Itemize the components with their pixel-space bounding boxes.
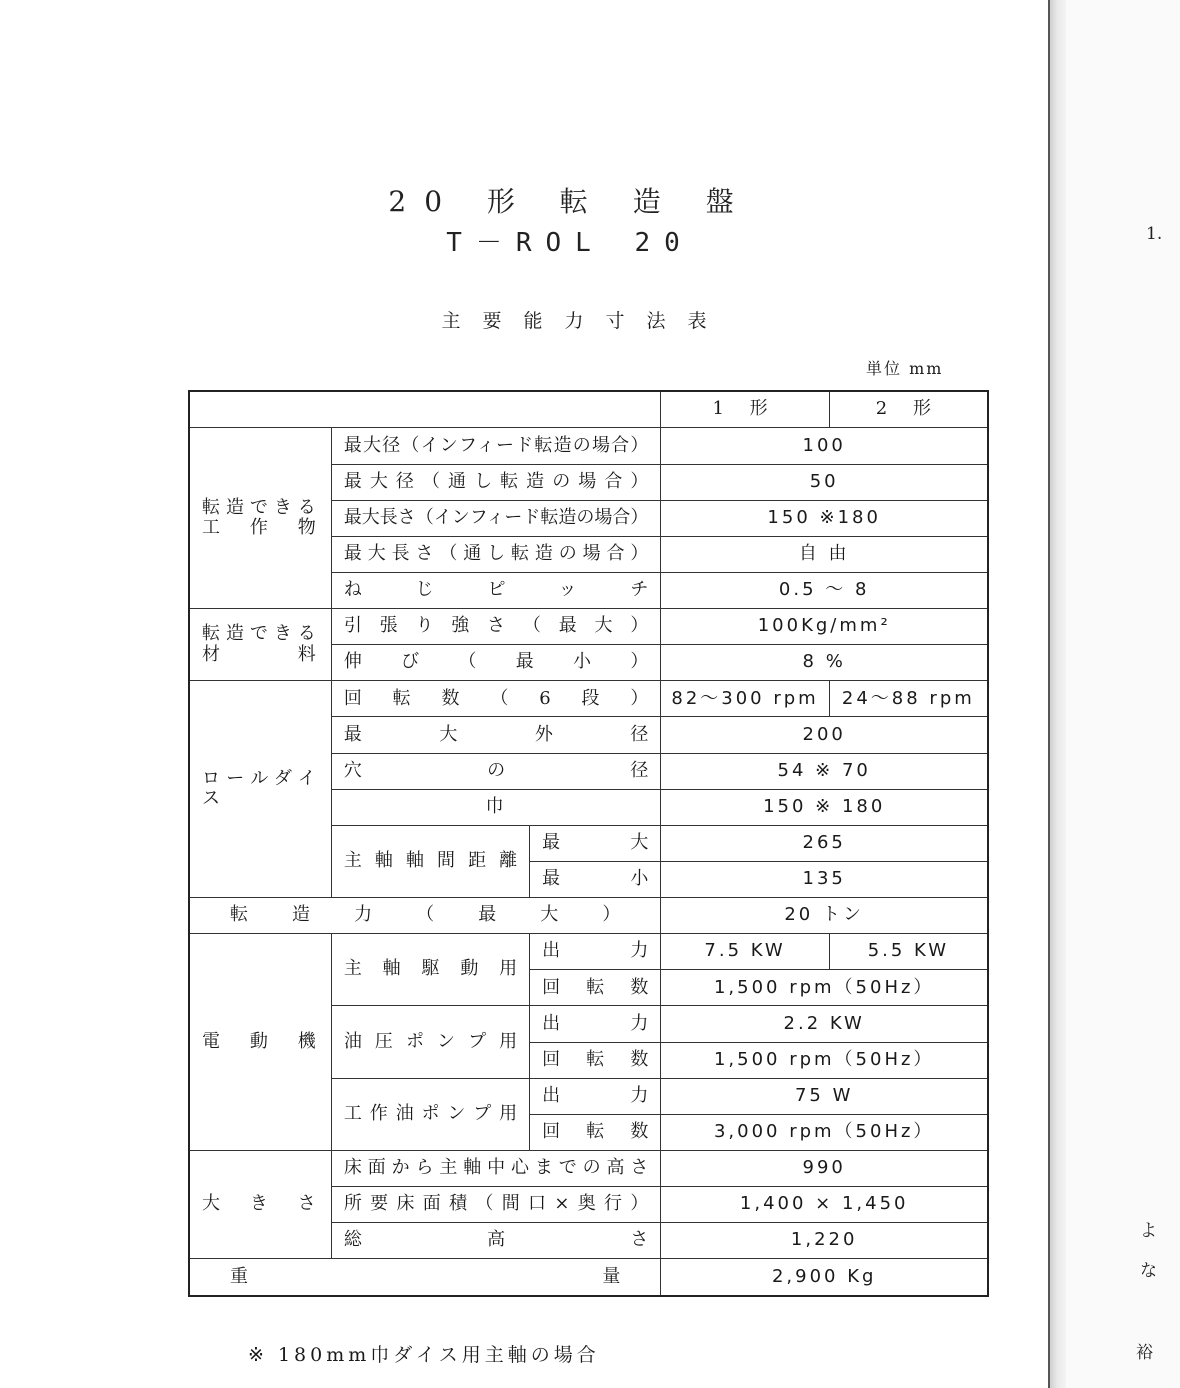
sub-label: 最大: [530, 825, 661, 861]
table-row: [189, 681, 988, 717]
row-value: 135: [661, 861, 988, 897]
sub-label: 回転数: [530, 1114, 661, 1150]
table-row: [189, 428, 988, 464]
header-type1: 1 形: [661, 391, 829, 428]
row-label: 巾: [331, 789, 661, 825]
sub-label: 回転数: [530, 970, 661, 1006]
category-size: 大きさ: [189, 1150, 331, 1258]
row-value: 100Kg/mm²: [661, 609, 988, 645]
row-label: 床面から主軸中心までの高さ: [331, 1150, 661, 1186]
row-value: 8 %: [661, 645, 988, 681]
table-row: [189, 1150, 988, 1186]
spec-table: [188, 390, 989, 1297]
table-title: 主要能力寸法表: [441, 310, 729, 332]
row-value-type1: 7.5 KW: [661, 934, 829, 970]
category-motor: 電動機: [189, 934, 331, 1151]
motor-hydraulic-label: 油圧ポンプ用: [331, 1006, 529, 1078]
row-value: 200: [661, 717, 988, 753]
margin-text-1: よ: [1140, 1221, 1157, 1241]
margin-text-3: 裕: [1136, 1343, 1153, 1363]
sub-label: 回転数: [530, 1042, 661, 1078]
row-value: 20 トン: [661, 898, 988, 934]
row-label: 最大径（インフィード転造の場合）: [331, 428, 661, 464]
row-value: 自 由: [661, 536, 988, 572]
row-value: 75 W: [661, 1078, 988, 1114]
table-row: [189, 1259, 988, 1296]
row-label: 所要床面積（間口×奥行）: [331, 1187, 661, 1223]
row-value: 1,400 × 1,450: [661, 1187, 988, 1223]
row-label: 総高さ: [331, 1223, 661, 1259]
header-type2: 2 形: [829, 391, 988, 428]
row-value: 1,220: [661, 1223, 988, 1259]
row-value: 2,900 Kg: [661, 1259, 988, 1296]
category-workpiece: 転造できる工作物: [189, 428, 331, 609]
category-material: 転造できる材料: [189, 609, 331, 681]
sub-label: 出力: [530, 934, 661, 970]
header-blank: [189, 391, 661, 428]
row-value: 990: [661, 1150, 988, 1186]
weight-label: 重量: [189, 1259, 661, 1296]
row-value: 54 ※ 70: [661, 753, 988, 789]
row-label: 回転数（6段）: [331, 681, 661, 717]
sub-label: 最小: [530, 861, 661, 897]
motor-main-label: 主軸駆動用: [331, 934, 529, 1006]
row-value-type2: 5.5 KW: [829, 934, 988, 970]
row-label: 引張り強さ（最大）: [331, 609, 661, 645]
margin-text-top: 1.: [1146, 224, 1163, 244]
sub-label: 出力: [530, 1078, 661, 1114]
row-value: 150 ※ 180: [661, 789, 988, 825]
row-value: 1,500 rpm（50Hz）: [661, 970, 988, 1006]
row-value: 2.2 KW: [661, 1006, 988, 1042]
spindle-distance-label: 主軸軸間距離: [331, 825, 529, 897]
sub-label: 出力: [530, 1006, 661, 1042]
table-row: [189, 609, 988, 645]
footnote: ※ 180mm巾ダイス用主軸の場合: [248, 1344, 600, 1366]
row-value-type1: 82～300 rpm: [661, 681, 829, 717]
row-value-type2: 24～88 rpm: [829, 681, 988, 717]
row-label: 伸び（最小）: [331, 645, 661, 681]
row-value: 50: [661, 464, 988, 500]
row-value: 100: [661, 428, 988, 464]
row-value: 0.5 ～ 8: [661, 572, 988, 608]
row-label: 最大長さ（インフィード転造の場合）: [331, 500, 661, 536]
row-label: 最大径（通し転造の場合）: [331, 464, 661, 500]
row-value: 265: [661, 825, 988, 861]
rolling-force-label: 転造力（最大）: [189, 898, 661, 934]
document-model: T－ROL 20: [446, 228, 694, 258]
table-header-row: [189, 391, 988, 428]
category-rolldies: ロールダイス: [189, 681, 331, 898]
row-label: ねじピッチ: [331, 572, 661, 608]
unit-label: 単位 mm: [866, 359, 944, 378]
document-title: 20 形 転 造 盤: [388, 185, 752, 218]
row-label: 最大外径: [331, 717, 661, 753]
row-label: 穴の径: [331, 753, 661, 789]
table-row: [189, 934, 988, 970]
row-value: 150 ※180: [661, 500, 988, 536]
table-row: [189, 898, 988, 934]
row-value: 1,500 rpm（50Hz）: [661, 1042, 988, 1078]
motor-coolant-label: 工作油ポンプ用: [331, 1078, 529, 1150]
row-label: 最大長さ（通し転造の場合）: [331, 536, 661, 572]
row-value: 3,000 rpm（50Hz）: [661, 1114, 988, 1150]
margin-text-2: な: [1140, 1261, 1157, 1281]
